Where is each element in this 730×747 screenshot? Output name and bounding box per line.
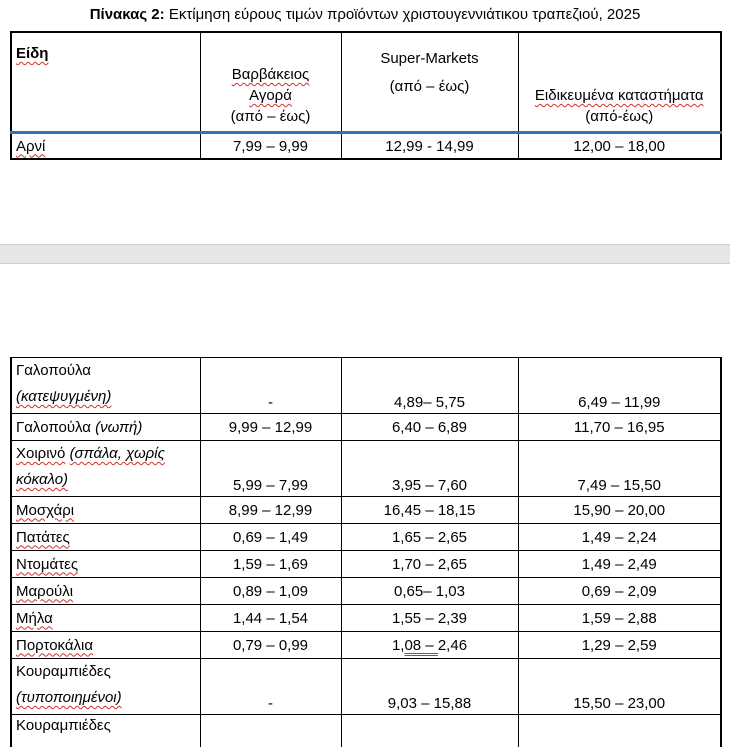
varvakios-cell: 1,44 – 1,54: [200, 605, 341, 632]
header-specialty-line1: Ειδικευμένα καταστήματα: [535, 87, 704, 104]
item-note: (τυποποιημένοι): [16, 689, 122, 706]
item-cell: [11, 659, 200, 715]
supermarkets-cell: [341, 715, 518, 747]
table-row: [11, 605, 721, 632]
specialty-cell: 1,59 – 2,88: [518, 605, 721, 632]
varvakios-cell: 0,79 – 0,99: [200, 632, 341, 659]
varvakios-cell: -: [200, 358, 341, 414]
item-cell: [11, 497, 200, 524]
specialty-cell: 12,00 – 18,00: [518, 133, 721, 160]
item-cell: [11, 524, 200, 551]
table-row: [11, 497, 721, 524]
table-row: [11, 715, 721, 747]
item-name: Μοσχάρι: [16, 502, 74, 519]
item-note-cont: κόκαλο): [16, 471, 68, 488]
price-table-top: [10, 31, 722, 160]
specialty-cell: 6,49 – 11,99: [518, 358, 721, 414]
table-row: [11, 441, 721, 497]
header-varvakios-line1: Βαρβάκειος: [232, 66, 310, 83]
table-row: [11, 414, 721, 441]
specialty-cell: 15,90 – 20,00: [518, 497, 721, 524]
specialty-cell: 15,50 – 23,00: [518, 659, 721, 715]
table-row: [11, 578, 721, 605]
header-cell-supermarkets: [341, 32, 518, 133]
varvakios-cell: 7,99 – 9,99: [200, 133, 341, 160]
varvakios-cell: 8,99 – 12,99: [200, 497, 341, 524]
supermarkets-value-b: 08 –: [404, 637, 437, 654]
item-note: (σπάλα, χωρίς: [70, 445, 165, 462]
supermarkets-cell: 1,70 – 2,65: [341, 551, 518, 578]
table-header-row: [11, 32, 721, 133]
supermarkets-cell: [341, 632, 518, 659]
header-cell-varvakios: [200, 32, 341, 133]
table-row: [11, 551, 721, 578]
item-cell: [11, 441, 200, 497]
header-varvakios-line3: (από – έως): [231, 108, 311, 125]
header-cell-specialty: [518, 32, 721, 133]
item-cell: [11, 551, 200, 578]
varvakios-cell: 0,89 – 1,09: [200, 578, 341, 605]
header-cell-items: [11, 32, 200, 133]
supermarkets-cell: 1,65 – 2,65: [341, 524, 518, 551]
item-cell: [11, 605, 200, 632]
item-name: Κουραμπιέδες: [16, 717, 111, 734]
item-cell: [11, 358, 200, 414]
item-name: Ντομάτες: [16, 556, 78, 573]
supermarkets-cell: 3,95 – 7,60: [341, 441, 518, 497]
table-row: [11, 659, 721, 715]
specialty-cell: 1,29 – 2,59: [518, 632, 721, 659]
item-name: Κουραμπιέδες: [16, 663, 111, 680]
header-supermarkets-line1: Super-Markets: [380, 50, 478, 67]
supermarkets-cell: 6,40 – 6,89: [341, 414, 518, 441]
header-items-label: Είδη: [16, 45, 48, 62]
specialty-cell: 11,70 – 16,95: [518, 414, 721, 441]
item-cell: [11, 133, 200, 160]
supermarkets-cell: 12,99 - 14,99: [341, 133, 518, 160]
varvakios-cell: 9,99 – 12,99: [200, 414, 341, 441]
table-row: [11, 133, 721, 160]
item-cell: [11, 578, 200, 605]
specialty-cell: [518, 715, 721, 747]
supermarkets-value-a: 1,: [392, 637, 405, 654]
specialty-cell: 0,69 – 2,09: [518, 578, 721, 605]
item-name: Πορτοκάλια: [16, 637, 93, 654]
item-note: (κατεψυγμένη): [16, 388, 111, 405]
specialty-cell: 1,49 – 2,24: [518, 524, 721, 551]
varvakios-cell: -: [200, 659, 341, 715]
supermarkets-cell: 1,55 – 2,39: [341, 605, 518, 632]
caption-text: Εκτίμηση εύρους τιμών προϊόντων χριστουγεννιάτικου τραπεζιού, 2025: [165, 6, 641, 23]
header-varvakios-line2: Αγορά: [249, 87, 292, 104]
specialty-cell: 1,49 – 2,49: [518, 551, 721, 578]
supermarkets-value-c: 2,46: [438, 637, 467, 654]
table-row: [11, 524, 721, 551]
specialty-cell: 7,49 – 15,50: [518, 441, 721, 497]
item-cell: [11, 414, 200, 441]
price-table-continued: [10, 357, 722, 747]
header-specialty-line2: (από-έως): [585, 108, 653, 125]
item-name: Χοιρινό: [16, 445, 65, 462]
item-name: Γαλοπούλα: [16, 419, 91, 436]
supermarkets-cell: 16,45 – 18,15: [341, 497, 518, 524]
table-caption: [0, 6, 730, 23]
varvakios-cell: [200, 715, 341, 747]
item-cell: [11, 715, 200, 747]
page-break-gap: [0, 244, 730, 264]
supermarkets-cell: 4,89– 5,75: [341, 358, 518, 414]
varvakios-cell: 5,99 – 7,99: [200, 441, 341, 497]
supermarkets-cell: 0,65– 1,03: [341, 578, 518, 605]
table-row: [11, 358, 721, 414]
item-name: Μήλα: [16, 610, 53, 627]
document-page-top: [0, 0, 730, 244]
item-name: Γαλοπούλα: [16, 362, 91, 379]
header-supermarkets-line2: (από – έως): [390, 78, 470, 95]
item-name: Αρνί: [16, 138, 45, 155]
supermarkets-cell: 9,03 – 15,88: [341, 659, 518, 715]
table-row: [11, 632, 721, 659]
varvakios-cell: 0,69 – 1,49: [200, 524, 341, 551]
caption-label: Πίνακας 2:: [90, 6, 165, 23]
item-name: Μαρούλι: [16, 583, 73, 600]
item-name: Πατάτες: [16, 529, 70, 546]
item-cell: [11, 632, 200, 659]
varvakios-cell: 1,59 – 1,69: [200, 551, 341, 578]
item-note: (νωπή): [95, 419, 142, 436]
